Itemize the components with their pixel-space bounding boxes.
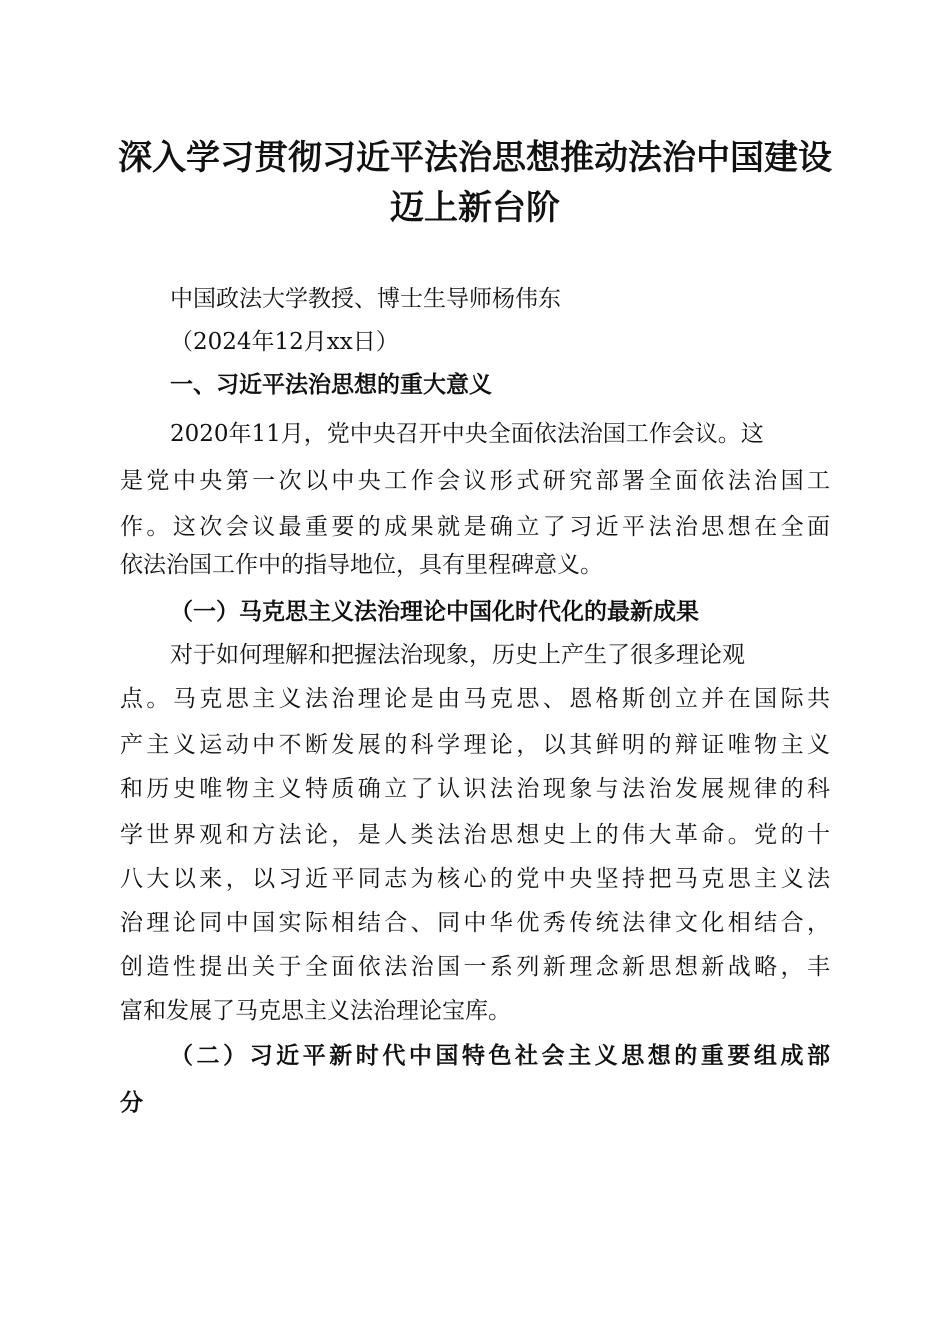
paragraph-line: 作。这次会议最重要的成果就是确立了习近平法治思想在全面	[120, 514, 830, 540]
subsection-heading-continued: 分	[120, 1090, 143, 1116]
paragraph-line: 治理论同中国实际相结合、同中华优秀传统法律文化相结合，	[120, 910, 830, 936]
document-title: 深入学习贯彻习近平法治思想推动法治中国建设迈上新台阶	[118, 138, 832, 228]
subsection-heading: （二）习近平新时代中国特色社会主义思想的重要组成部	[170, 1043, 830, 1069]
paragraph-line: 对于如何理解和把握法治现象，历史上产生了很多理论观	[170, 642, 745, 668]
paragraph-line: 八大以来，以习近平同志为核心的党中央坚持把马克思主义法	[120, 866, 830, 892]
author-line: 中国政法大学教授、博士生导师杨伟东	[170, 286, 561, 312]
paragraph-line: 点。马克思主义法治理论是由马克思、恩格斯创立并在国际共	[120, 686, 830, 712]
paragraph-line: 创造性提出关于全面依法治国一系列新理念新思想新战略，丰	[120, 954, 830, 980]
paragraph-line: 学世界观和方法论，是人类法治思想史上的伟大革命。党的十	[120, 822, 830, 848]
paragraph-line: 富和发展了马克思主义法治理论宝库。	[120, 998, 511, 1024]
paragraph-line: 2020年11月，党中央召开中央全面依法治国工作会议。这	[170, 421, 764, 447]
section-heading: 一、习近平法治思想的重大意义	[170, 372, 492, 398]
date-line: （2024年12月xx日）	[170, 329, 399, 355]
subsection-heading: （一）马克思主义法治理论中国化时代化的最新成果	[170, 599, 699, 625]
paragraph-line: 和历史唯物主义特质确立了认识法治现象与法治发展规律的科	[120, 776, 830, 802]
paragraph-line: 产主义运动中不断发展的科学理论，以其鲜明的辩证唯物主义	[120, 732, 830, 758]
paragraph-line: 是党中央第一次以中央工作会议形式研究部署全面依法治国工	[120, 468, 830, 494]
paragraph-line: 依法治国工作中的指导地位，具有里程碑意义。	[120, 552, 603, 578]
